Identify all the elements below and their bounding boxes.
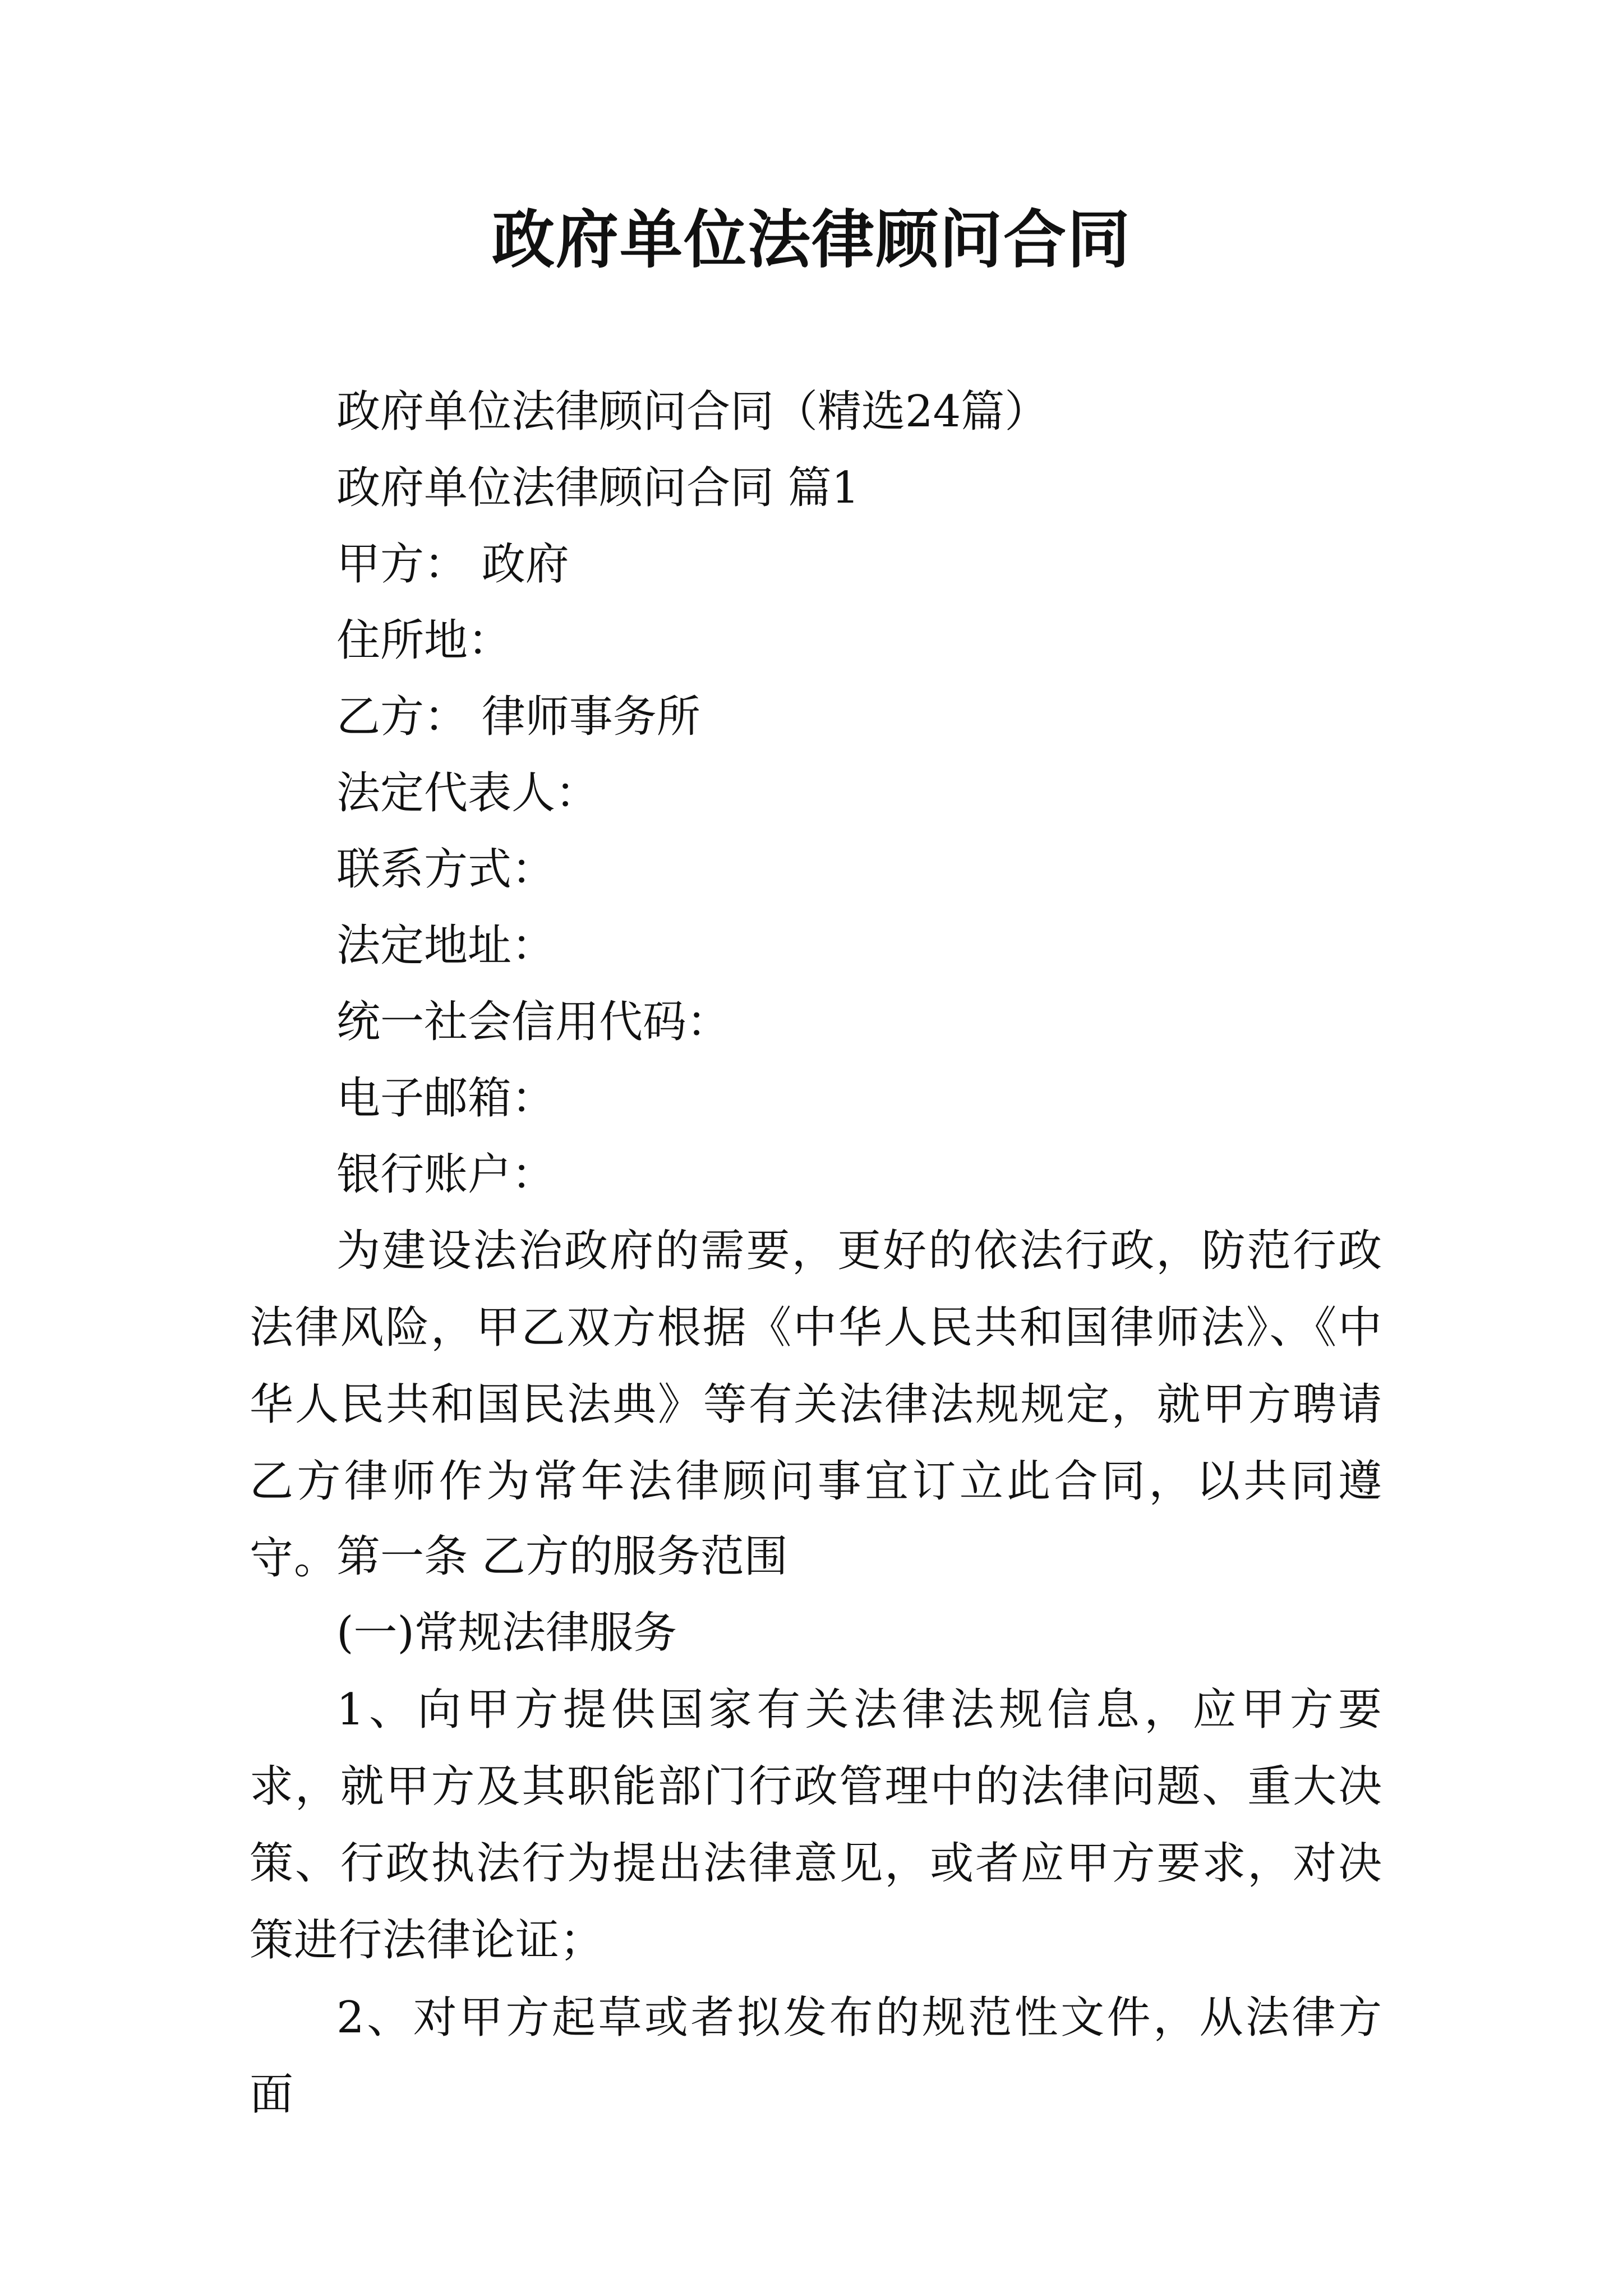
field-party-a: 甲方： 政府 (336, 539, 569, 590)
document-subtitle: 政府单位法律顾问合同（精选24篇） (336, 386, 1049, 437)
list-item-1: 1、向甲方提供国家有关法律法规信息，应甲方要求，就甲方及其职能部门行政管理中的法律问题、重大决策、行政执法行为提出法律意见，或者应甲方要求，对决策进行法律论证； (250, 1685, 1382, 1966)
field-bank-account: 银行账户： (336, 1149, 556, 1200)
intro-paragraph: 为建设法治政府的需要，更好的依法行政，防范行政法律风险，甲乙双方根据《中华人民共和国律师法》、《中华人民共和国民法典》等有关法律法规规定，就甲方聘请乙方律师作为常年法律顾问事宜订立此合同，以共同遵守。 (250, 1226, 1382, 1584)
subsection-heading: (一)常规法律服务 (336, 1608, 677, 1658)
field-contact: 联系方式： (336, 844, 556, 895)
document-title: 政府单位法律顾问合同 (492, 203, 1131, 277)
list-item-2: 2、对甲方起草或者拟发布的规范性文件，从法律方面 (250, 1993, 1382, 2120)
article-1-heading: 第一条 乙方的服务范围 (336, 1531, 788, 1582)
field-legal-representative: 法定代表人： (336, 768, 600, 818)
field-email: 电子邮箱： (336, 1073, 556, 1124)
field-party-b: 乙方： 律师事务所 (336, 692, 700, 742)
field-legal-address: 法定地址： (336, 921, 556, 971)
field-credit-code: 统一社会信用代码： (336, 997, 731, 1047)
field-residence: 住所地： (336, 615, 512, 666)
section-heading: 政府单位法律顾问合同 篇1 (336, 463, 860, 513)
